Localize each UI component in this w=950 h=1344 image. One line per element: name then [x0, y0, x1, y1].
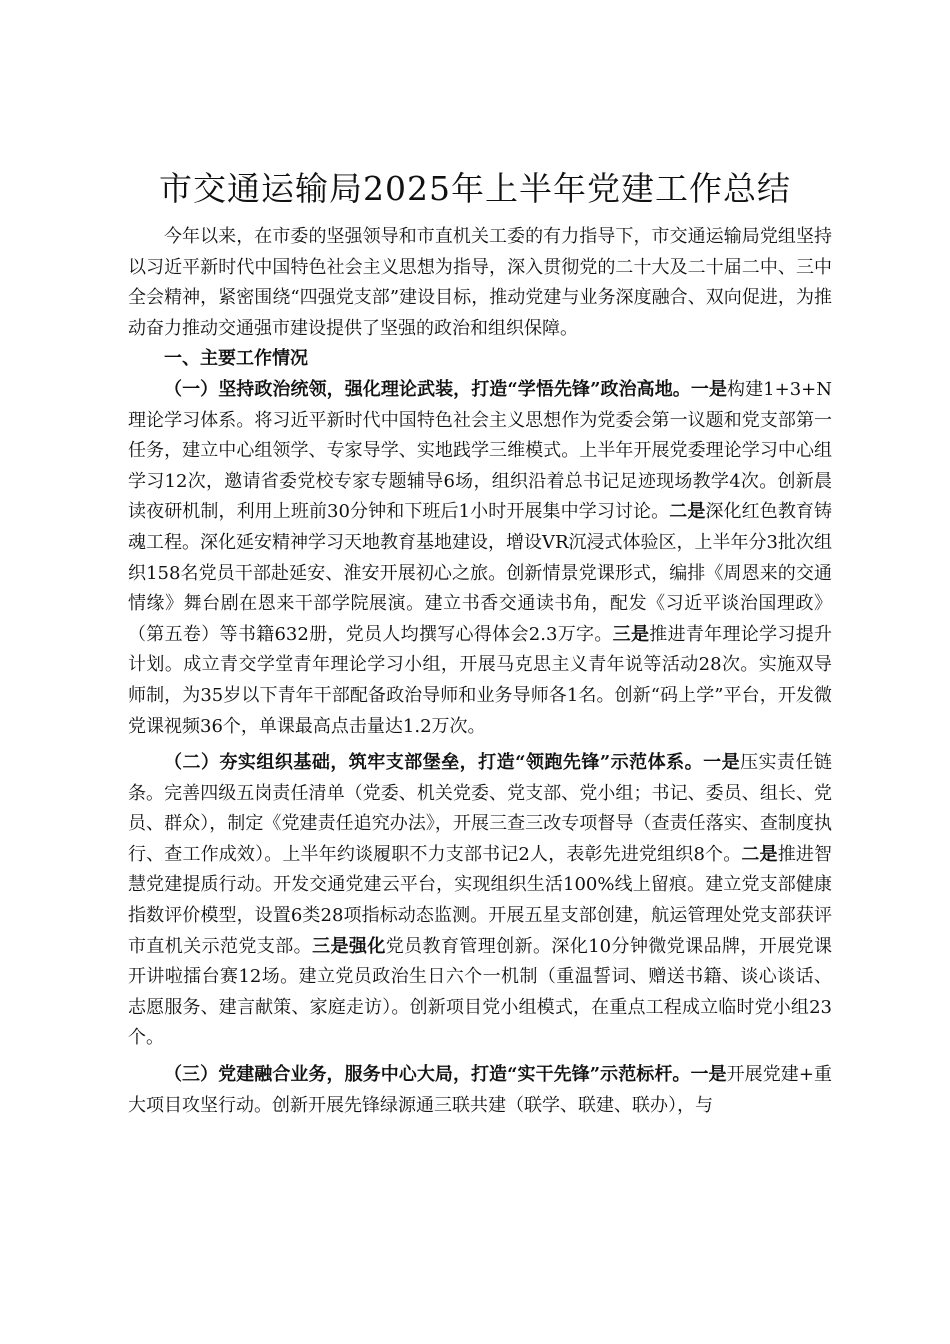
part1-paragraph [128, 375, 832, 742]
part3-paragraph [128, 1060, 832, 1121]
part1-third-label: 三是 [612, 623, 650, 645]
part1-first-text: 构建1+3+N理论学习体系。将习近平新时代中国特色社会主义思想作为党委会第一议题和党支部第一任务，建立中心组领学、专家导学、实地践学三维模式。上半年开展党委理论学习中心组学习12次，邀请省委党校专家专题辅导6场，组织沿着总书记足迹现场教学4次。创新晨读夜研机制，利用上班前30分钟和下班后1小时开展集中学习讨论。 [128, 378, 832, 523]
section1-heading: 一、主要工作情况 [164, 348, 308, 370]
part2-first-label: 一是 [703, 752, 741, 774]
part1-third-text: 推进青年理论学习提升计划。成立青交学堂青年理论学习小组，开展马克思主义青年说等活动28次。实施双导师制，为35岁以下青年干部配备政治导师和业务导师各1名。创新“码上学”平台，开发微党课视频36个，单课最高点击量达1.2万次。 [128, 623, 833, 737]
part2-second-label: 二是 [741, 843, 778, 865]
part2-second-text: 推进智慧党建提质行动。开发交通党建云平台，实现组织生活100%线上留痕。建立党支部健康指数评价模型，设置6类28项指标动态监测。开展五星支部创建，航运管理处党支部获评市直机关示范党支部。 [128, 843, 832, 957]
part2-heading: （二）夯实组织基础，筑牢支部堡垒，打造“领跑先锋”示范体系。 [164, 752, 704, 774]
part1-heading: （一）坚持政治统领，强化理论武装，打造“学悟先锋”政治高地。 [164, 378, 691, 400]
part2-third-text: 党员教育管理创新。深化10分钟微党课品牌，开展党课开讲啦擂台赛12场。建立党员政治生日六个一机制（重温誓词、赠送书籍、谈心谈话、志愿服务、建言献策、家庭走访）。创新项目党小组模式，在重点工程成立临时党小组23个。 [128, 935, 833, 1049]
part3-first-label: 一是 [690, 1064, 727, 1086]
part1-second-label: 二是 [669, 501, 706, 523]
part2-first-text: 压实责任链条。完善四级五岗责任清单（党委、机关党委、党支部、党小组；书记、委员、组长、党员、群众），制定《党建责任追究办法》，开展三查三改专项督导（查责任落实、查制度执行、查工作成效）。上半年约谈履职不力支部书记2人，表彰先进党组织8个。 [128, 752, 832, 865]
document-title: 市交通运输局2025年上半年党建工作总结 [159, 169, 791, 208]
part2-third-label: 三是强化 [312, 935, 386, 957]
part1-second-text: 深化红色教育铸魂工程。深化延安精神学习天地教育基地建设，增设VR沉浸式体验区，上半年分3批次组织158名党员干部赴延安、淮安开展初心之旅。创新情景党课形式，编排《周恩来的交通情缘》舞台剧在恩来干部学院展演。建立书香交通读书角，配发《习近平谈治国理政》（第五卷）等书籍632册，党员人均撰写心得体会2.3万字。 [128, 501, 833, 645]
part1-first-label: 一是 [690, 378, 728, 400]
part3-heading: （三）党建融合业务，服务中心大局，打造“实干先锋”示范标杆。 [164, 1064, 691, 1086]
part3-first-text: 开展党建+重大项目攻坚行动。创新开展先锋绿源通三联共建（联学、联建、联办），与 [128, 1064, 832, 1116]
part2-paragraph [128, 748, 832, 1054]
document-body [128, 222, 832, 1121]
intro-paragraph: 今年以来，在市委的坚强领导和市直机关工委的有力指导下，市交通运输局党组坚持以习近平新时代中国特色社会主义思想为指导，深入贯彻党的二十大及二十届二中、三中全会精神，紧密围绕“四强党支部”建设目标，推动党建与业务深度融合、双向促进，为推动奋力推动交通强市建设提供了坚强的政治和组织保障。 [128, 226, 832, 339]
